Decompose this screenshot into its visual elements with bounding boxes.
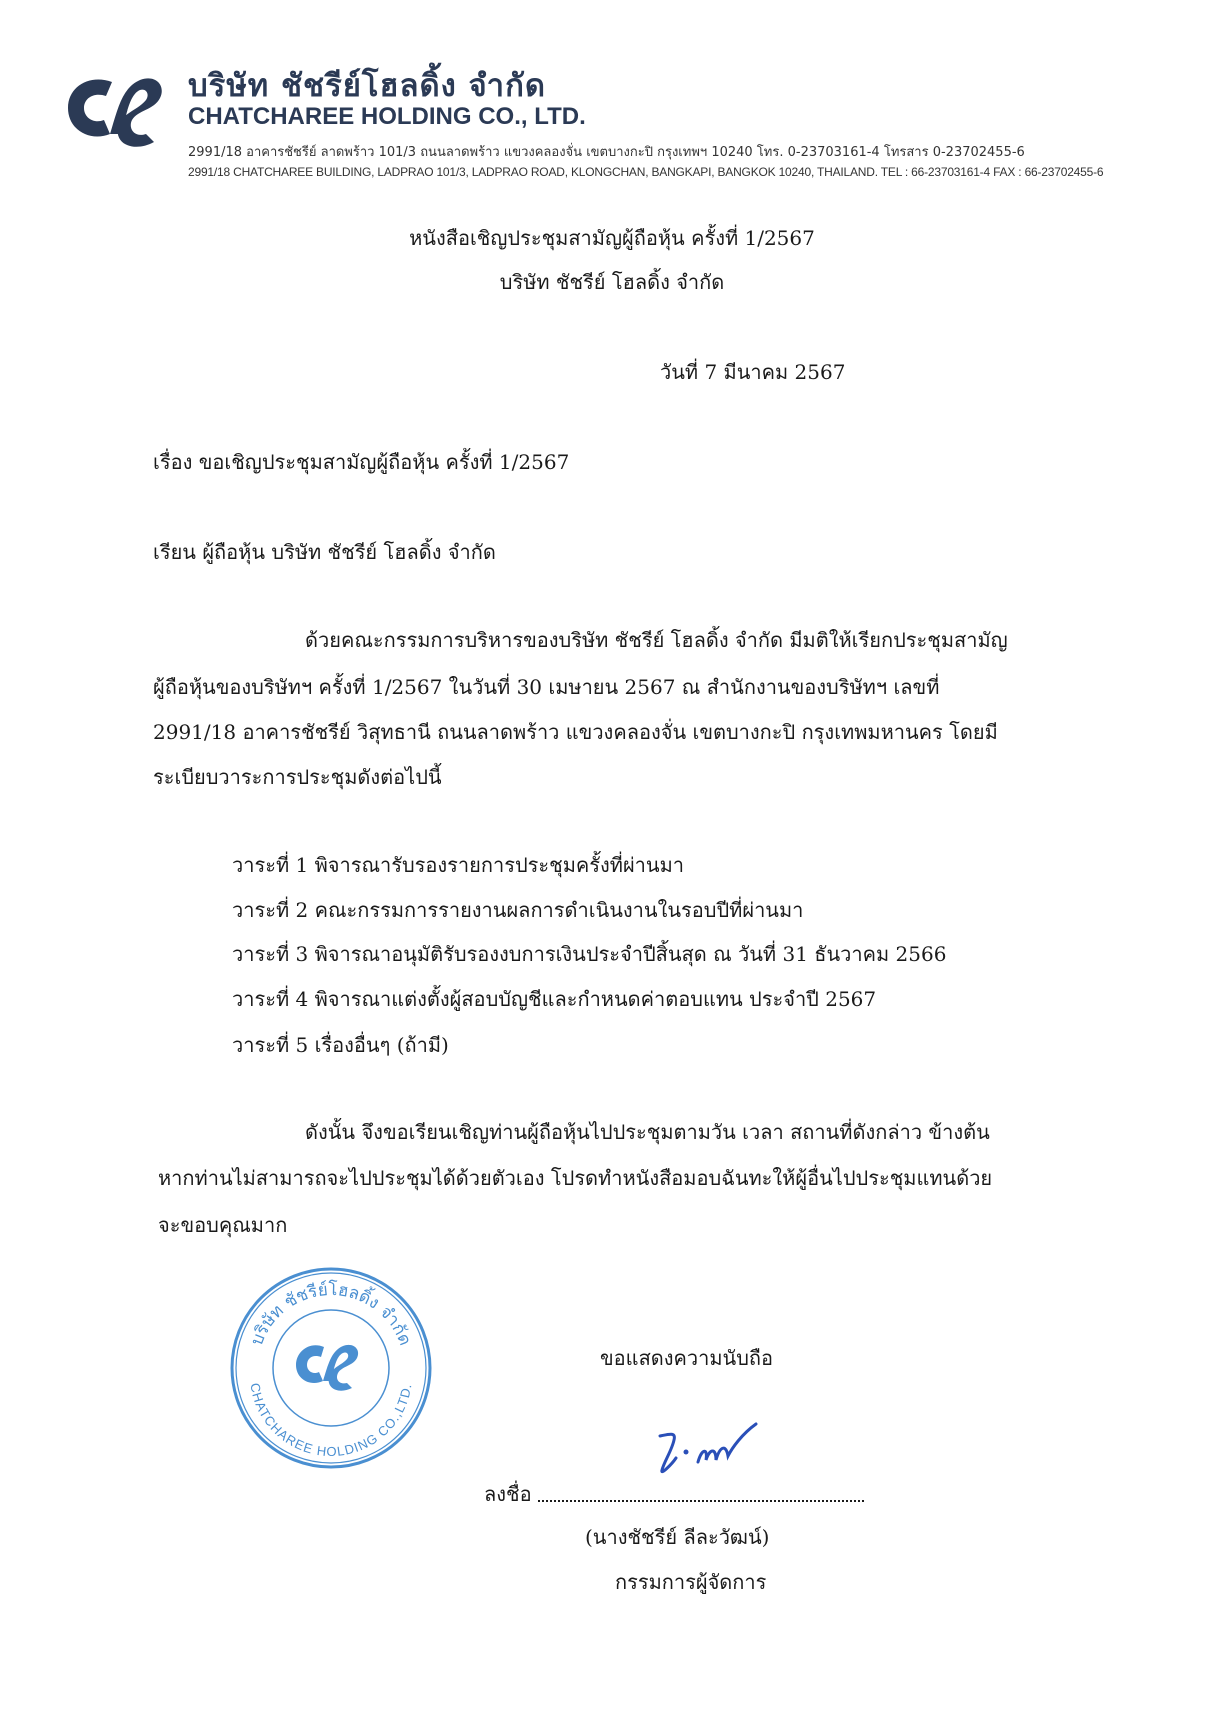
- letter-title-company: บริษัท ชัชรีย์ โฮลดิ้ง จำกัด: [499, 270, 725, 294]
- signer-position: กรรมการผู้จัดการ: [615, 1570, 767, 1594]
- letter-date: วันที่ 7 มีนาคม 2567: [660, 360, 846, 384]
- letter-subject: เรื่อง ขอเชิญประชุมสามัญผู้ถือหุ้น ครั้งที่ 1/2567: [153, 450, 570, 474]
- company-name-thai: บริษัท ชัชรีย์โฮลดิ้ง จำกัด: [188, 68, 546, 104]
- signature-label: ลงชื่อ: [484, 1482, 532, 1506]
- body-paragraph-line: ผู้ถือหุ้นของบริษัทฯ ครั้งที่ 1/2567 ในวันที่ 30 เมษายน 2567 ณ สำนักงานของบริษัทฯ เลขที่: [153, 675, 940, 699]
- svg-text:บริษัท ชัชรีย์โฮลดิ้ง จำกัด: บริษัท ชัชรีย์โฮลดิ้ง จำกัด: [247, 1279, 415, 1349]
- body-paragraph-line: ด้วยคณะกรรมการบริหารของบริษัท ชัชรีย์ โฮลดิ้ง จำกัด มีมติให้เรียกประชุมสามัญ: [305, 628, 1008, 652]
- company-seal: [228, 1265, 434, 1471]
- company-logo: [60, 68, 170, 148]
- company-address-english: 2991/18 CHATCHAREE BUILDING, LADPRAO 101/3, LADPRAO ROAD, KLONGCHAN, BANGKAPI, BANGKOK 10240, THAILAND. TEL : 66-23703161-4 FAX : 66-23702455-6: [188, 165, 1104, 179]
- letter-title: หนังสือเชิญประชุมสามัญผู้ถือหุ้น ครั้งที่ 1/2567: [409, 226, 815, 250]
- agenda-item-4: วาระที่ 4 พิจารณาแต่งตั้งผู้สอบบัญชีและกำหนดค่าตอบแทน ประจำปี 2567: [232, 987, 877, 1011]
- svg-text:CHATCHAREE HOLDING CO.,LTD.: CHATCHAREE HOLDING CO.,LTD.: [247, 1381, 415, 1460]
- closing-paragraph-line: ดังนั้น จึงขอเรียนเชิญท่านผู้ถือหุ้นไปประชุมตามวัน เวลา สถานที่ดังกล่าว ข้างต้น: [305, 1120, 990, 1144]
- closing-paragraph-line: จะขอบคุณมาก: [158, 1213, 288, 1237]
- signature-line: [538, 1500, 864, 1502]
- body-paragraph-line: ระเบียบวาระการประชุมดังต่อไปนี้: [153, 765, 442, 789]
- agenda-item-1: วาระที่ 1 พิจารณารับรองรายการประชุมครั้งที่ผ่านมา: [232, 853, 685, 877]
- letter-recipient: เรียน ผู้ถือหุ้น บริษัท ชัชรีย์ โฮลดิ้ง จำกัด: [153, 540, 496, 564]
- agenda-item-2: วาระที่ 2 คณะกรรมการรายงานผลการดำเนินงานในรอบปีที่ผ่านมา: [232, 898, 804, 922]
- company-address-thai: 2991/18 อาคารชัชรีย์ ลาดพร้าว 101/3 ถนนลาดพร้าว แขวงคลองจั่น เขตบางกะปิ กรุงเทพฯ 10240 โทร. 0-23703161-4 โทรสาร 0-23702455-6: [188, 145, 1025, 160]
- closing-paragraph-line: หากท่านไม่สามารถจะไปประชุมได้ด้วยตัวเอง โปรดทำหนังสือมอบฉันทะให้ผู้อื่นไปประชุมแทนด้วย: [158, 1166, 993, 1190]
- agenda-item-5: วาระที่ 5 เรื่องอื่นๆ (ถ้ามี): [232, 1033, 449, 1057]
- body-paragraph-line: 2991/18 อาคารชัชรีย์ วิสุทธานี ถนนลาดพร้าว แขวงคลองจั่น เขตบางกะปิ กรุงเทพมหานคร โดยมี: [153, 720, 998, 744]
- closing-regards: ขอแสดงความนับถือ: [600, 1346, 774, 1370]
- company-name-english: CHATCHAREE HOLDING CO., LTD.: [188, 103, 586, 130]
- agenda-item-3: วาระที่ 3 พิจารณาอนุมัติรับรองงบการเงินประจำปีสิ้นสุด ณ วันที่ 31 ธันวาคม 2566: [232, 942, 947, 966]
- handwritten-signature: [646, 1418, 766, 1478]
- signer-name: (นางชัชรีย์ ลีละวัฒน์): [585, 1525, 770, 1549]
